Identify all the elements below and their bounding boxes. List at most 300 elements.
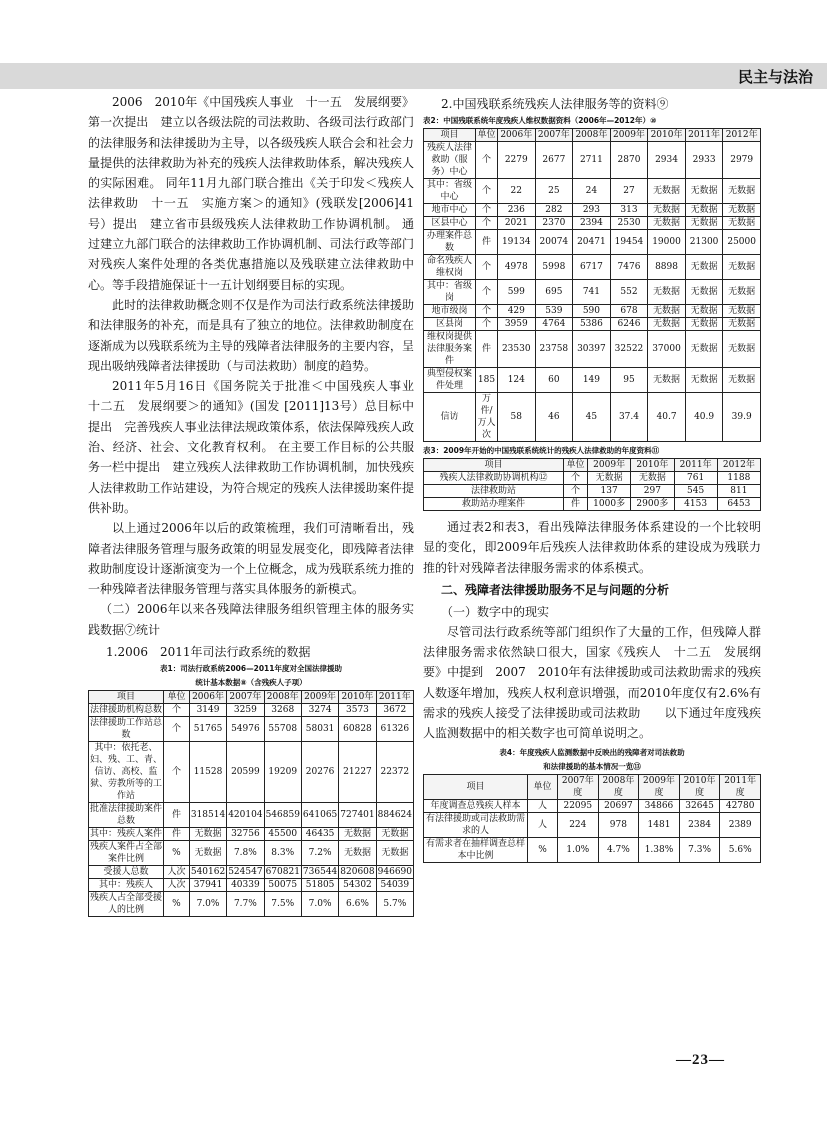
table-cell: 884624 [376, 803, 413, 828]
table-cell: 19000 [648, 230, 686, 255]
table-cell: 1.0% [558, 837, 599, 862]
table-cell: 4978 [498, 255, 536, 280]
table-cell: 无数据 [648, 368, 686, 393]
table-cell: 1.38% [639, 837, 680, 862]
column-header: 2010年度 [679, 774, 720, 799]
table-cell: 32645 [679, 799, 720, 812]
table-cell: 670821 [265, 867, 300, 878]
table-cell: 无数据 [685, 280, 723, 305]
column-header: 2011年 [376, 691, 413, 704]
table-cell: 无数据 [723, 217, 761, 230]
column-header: 2008年 [264, 691, 301, 704]
table-cell: 5.6% [720, 837, 761, 862]
table-cell: 24 [573, 179, 611, 204]
table-row [89, 704, 414, 717]
table-cell: 5.7% [376, 892, 413, 917]
table-cell: 3268 [264, 704, 301, 717]
table-cell: 137 [588, 485, 631, 498]
table-cell: 60828 [339, 717, 376, 742]
table-header-row [424, 129, 761, 142]
table-cell: 无数据 [723, 204, 761, 217]
table-cell: 6453 [717, 498, 760, 511]
table-cell: 32522 [610, 331, 648, 368]
table-cell: 20599 [227, 742, 264, 803]
table-cell: 7.0% [301, 892, 338, 917]
table-cell: 人 [528, 799, 558, 812]
table-cell: 件 [476, 331, 498, 368]
table-cell: 429 [498, 305, 536, 318]
table-cell: 641065 [301, 803, 338, 828]
table-cell: 55708 [264, 717, 301, 742]
table-cell: 无数据 [723, 179, 761, 204]
column-header: 2011年 [674, 459, 717, 472]
column-header: 单位 [164, 691, 190, 704]
table-caption: 表2：中国残联系统年度残疾人维权数据资料（2006年—2012年）⑩ [423, 116, 657, 125]
table-cell: 761 [674, 472, 717, 485]
table-cell: 40.7 [648, 393, 686, 442]
sub-heading: 1.2006 2011年司法行政系统的数据 [106, 645, 311, 660]
column-header: 2011年 [685, 129, 723, 142]
table-row [89, 803, 414, 828]
table-cell: 54039 [376, 879, 413, 892]
table-cell: 40339 [227, 879, 264, 892]
table-row [424, 318, 761, 331]
table-cell: 58 [498, 393, 536, 442]
table-cell: 37000 [648, 331, 686, 368]
table-row [424, 255, 761, 280]
table-cell: 695 [535, 280, 573, 305]
table-cell: 件 [164, 803, 190, 828]
table-cell: 6717 [573, 255, 611, 280]
table-row [424, 142, 761, 179]
table-cell: 1000多 [588, 498, 631, 511]
table-cell: 办理案件总数 [424, 230, 476, 255]
table-cell: 224 [558, 812, 599, 837]
table-cell: 2870 [610, 142, 648, 179]
table-cell: 无数据 [685, 318, 723, 331]
table-cell: 37941 [189, 879, 226, 892]
table-cell: 30397 [573, 331, 611, 368]
table-cell: 人次 [164, 866, 190, 879]
table-cell: 无数据 [189, 841, 226, 866]
table-monitoring [423, 774, 761, 863]
column-header: 2009年 [301, 691, 338, 704]
table-row [424, 799, 761, 812]
table-cell: 37.4 [610, 393, 648, 442]
table-row [424, 812, 761, 837]
table-cell: 个 [476, 305, 498, 318]
table-cell: 25000 [723, 230, 761, 255]
table-row [424, 179, 761, 204]
column-header: 2011年度 [720, 774, 761, 799]
table-cell: 6.6% [339, 892, 376, 917]
section-heading: 二、残障者法律援助服务不足与问题的分析 [441, 582, 670, 597]
table-row [89, 841, 414, 866]
table-row [424, 368, 761, 393]
table-cell: 7.7% [227, 892, 264, 917]
table-row [89, 717, 414, 742]
table-cell: 2933 [685, 142, 723, 179]
journal-section-title: 民主与法治 [737, 69, 813, 86]
table-cell: 无数据 [685, 255, 723, 280]
column-header: 单位 [528, 774, 558, 799]
column-header: 2010年 [648, 129, 686, 142]
table-cell: 个 [476, 179, 498, 204]
table-cell: 539 [535, 305, 573, 318]
table-cell: 599 [498, 280, 536, 305]
table-cell: 820608 [340, 867, 375, 878]
column-header: 项目 [424, 129, 476, 142]
table-cell: 4.7% [598, 837, 639, 862]
table-cell: 无数据 [339, 841, 376, 866]
table-cell: 149 [573, 368, 611, 393]
table-cell: 50075 [264, 879, 301, 892]
table-cell: 4764 [535, 318, 573, 331]
table-cell: 678 [610, 305, 648, 318]
table-cell: 727401 [339, 803, 376, 828]
table-row [424, 472, 761, 485]
table-cell: 救助站办理案件 [424, 498, 564, 511]
table-cell: 741 [573, 280, 611, 305]
table-cell: 残疾人法律救助协调机构⑫ [424, 472, 564, 485]
table-cell: 23758 [535, 331, 573, 368]
table-cell: 546859 [264, 803, 301, 828]
table-cell: 21300 [685, 230, 723, 255]
table-cell: 51765 [189, 717, 226, 742]
table-cell: 2530 [610, 217, 648, 230]
table-cell: 无数据 [631, 472, 674, 485]
table-cell: 个 [564, 472, 588, 485]
table-cell: 1481 [639, 812, 680, 837]
table-cell: 7.5% [264, 892, 301, 917]
column-header: 2008年度 [598, 774, 639, 799]
table-caption: 表1：司法行政系统2006—2011年度对全国法律援助 [160, 664, 342, 674]
table-cell: 无数据 [339, 828, 376, 841]
table-cell: 法律救助站 [424, 485, 564, 498]
table-cell: 件 [564, 498, 588, 511]
table-cell: 20697 [598, 799, 639, 812]
table-cell: 3573 [339, 704, 376, 717]
sub-heading: 2.中国残联系统残疾人法律服务等的资料⑨ [441, 97, 669, 111]
table-cell: 个 [164, 717, 190, 742]
table-cell: 受援人总数 [89, 866, 164, 879]
table-cell: 无数据 [376, 828, 413, 841]
header-bar [0, 63, 827, 89]
table-cell: 2900多 [631, 498, 674, 511]
table-cell: 40.9 [685, 393, 723, 442]
table-cell: % [164, 892, 190, 917]
table-cell: 297 [631, 485, 674, 498]
table-cell: 3959 [498, 318, 536, 331]
table-cell: 25 [535, 179, 573, 204]
right-column [423, 92, 761, 863]
table-cell: 无数据 [723, 305, 761, 318]
table-cell: 无数据 [685, 204, 723, 217]
left-column [88, 92, 427, 917]
column-header: 2006年 [189, 691, 226, 704]
table-header-row [89, 691, 414, 704]
table-cell: 无数据 [376, 841, 413, 866]
table-cell: 95 [610, 368, 648, 393]
table-cell: 45 [573, 393, 611, 442]
table-cell: 法律援助机构总数 [90, 705, 163, 716]
table-cell: 人次 [164, 879, 190, 892]
table-cell: 个 [564, 485, 588, 498]
column-header: 2009年 [588, 459, 631, 472]
table-cell: 件 [476, 230, 498, 255]
table-cell: 区县中心 [424, 217, 476, 230]
sub-heading: （一）数字中的现实 [441, 604, 550, 619]
table-row [424, 393, 761, 442]
table-cell: 其中：残疾人 [89, 879, 164, 892]
table-cell: 1188 [717, 472, 760, 485]
table-cell: 法律援助工作站总数 [90, 718, 163, 741]
table-cell: 其中：依托老、妇、残、工、青、信访、高校、监狱、劳教所等的工作站 [90, 743, 163, 802]
table-cell: 736544 [302, 867, 338, 878]
table-cell: 有需求者在抽样调查总样本中比例 [424, 837, 528, 862]
table-cell: 万件/万人次 [477, 394, 496, 440]
table-cell: 年度调查总残疾人样本 [424, 799, 528, 812]
paragraph: 此时的法律救助概念则不仅是作为司法行政系统法律援助和法律服务的补充，而是具有了独立的地位。法律救助制度在逐渐成为以残联系统为主导的残障者法律服务的主要内容，呈现出吸纳残障者法律援助（与司法救助）制度的趋势。 [88, 297, 414, 373]
table-cell: 命名残疾人维权岗 [424, 255, 476, 280]
table-cell: 无数据 [723, 368, 761, 393]
paragraph: 2011年5月16日《国务院关于批准＜中国残疾人事业 十二五 发展纲要＞的通知》(国发 [2011]13号）总目标中提出 完善残疾人事业法律法规政策体系，依法保障残疾人政治、经济、社会、文化教育权利。 在主要工作目标的公共服务一栏中提出 建立残疾人法律救助工作协调机制，加快残疾人法律救助工作站建设，为符合规定的残疾人法律援助案件提供补助。 [88, 379, 427, 515]
table-cell: 552 [610, 280, 648, 305]
table-cell: 6246 [610, 318, 648, 331]
table-header-row [424, 459, 761, 472]
table-cell: 个 [476, 142, 498, 179]
table-cell: 19209 [264, 742, 301, 803]
table-caption: 表3：2009年开始的中国残联系统统计的残疾人法律救助的年度资料⑪ [423, 446, 660, 455]
table-row [424, 305, 761, 318]
paragraph: 通过表2和表3，看出残障法律服务体系建设的一个比较明显的变化，即2009年后残疾人法律救助体系的建设成为残联力推的针对残障者法律服务需求的体系模式。 [423, 520, 761, 575]
table-legal-relief [423, 458, 761, 511]
table-cell: 51805 [301, 879, 338, 892]
table-cell: 978 [598, 812, 639, 837]
table-cell: 无数据 [685, 331, 723, 368]
table-cell: 无数据 [588, 472, 631, 485]
table-row [424, 204, 761, 217]
table-cell: 32756 [227, 828, 264, 841]
table-cell: 45500 [264, 828, 301, 841]
table-cell: 无数据 [189, 828, 226, 841]
table-cell: 545 [674, 485, 717, 498]
table-cell: 无数据 [648, 217, 686, 230]
table-cell: 3672 [376, 704, 413, 717]
table-cell: 60 [535, 368, 573, 393]
page-number: —23— [676, 1052, 725, 1068]
table-cell: 2711 [573, 142, 611, 179]
section-heading: （二）2006年以来各残障法律服务组织管理主体的服务实践数据⑦统计 [88, 602, 414, 637]
table-caption: 和法律援助的基本情况一览⑬ [543, 761, 641, 771]
table-cell: 23530 [498, 331, 536, 368]
table-cell: 残疾人占全部受援人的比例 [90, 893, 163, 916]
column-header: 2012年 [717, 459, 760, 472]
table-cell: 34866 [639, 799, 680, 812]
table-cell: 个 [476, 318, 498, 331]
table-cell: 3274 [301, 704, 338, 717]
table-cell: 236 [498, 204, 536, 217]
table-cell: 无数据 [723, 331, 761, 368]
table-cell: 残疾人法律救助（服务）中心 [424, 142, 476, 179]
table-cell: 8.3% [264, 841, 301, 866]
table-cell: 2979 [723, 142, 761, 179]
table-row [89, 742, 414, 803]
table-row [424, 217, 761, 230]
table-cell: 2021 [498, 217, 536, 230]
column-header: 项目 [424, 774, 528, 799]
table-cell: 185 [476, 368, 498, 393]
table-cell: 无数据 [685, 368, 723, 393]
table-cell: 7.0% [189, 892, 226, 917]
paragraph: 尽管司法行政系统等部门组织作了大量的工作，但残障人群法律服务需求依然缺口很大，国家《残疾人 十二五 发展纲要》中提到 2007 2010年有法律援助或司法救助需求的残疾人数逐年增加，残疾人权利意识增强，而2010年度仅有2.6%有需求的残疾人接受了法律援助或司法救助 以下通过年度残疾人监测数据中的相关数字也可简单说明之。 [423, 624, 761, 741]
table-cell: 21227 [339, 742, 376, 803]
table-cell: 7.8% [227, 841, 264, 866]
table-cell: 2677 [535, 142, 573, 179]
table-row [424, 331, 761, 368]
table-cell: 420104 [227, 803, 264, 828]
table-cell: 39.9 [723, 393, 761, 442]
table-cell: 590 [573, 305, 611, 318]
table-cell: 46435 [301, 828, 338, 841]
table-cell: 42780 [720, 799, 761, 812]
column-header: 2007年度 [558, 774, 599, 799]
table-legal-aid [88, 690, 414, 917]
table-cell: 524547 [228, 867, 263, 878]
table-cdpf-rights [423, 128, 761, 442]
table-row [89, 866, 414, 879]
table-cell: 维权岗提供法律服务案件 [424, 331, 476, 368]
table-cell: 个 [164, 742, 190, 803]
table-cell: 地市级岗 [424, 305, 476, 318]
table-cell: 540162 [190, 867, 226, 878]
table-cell: 2389 [720, 812, 761, 837]
table-cell: 地市中心 [424, 204, 476, 217]
table-cell: 信访 [424, 393, 476, 442]
table-cell: 7.3% [679, 837, 720, 862]
table-row [424, 485, 761, 498]
table-cell: 个 [476, 255, 498, 280]
table-cell: 19454 [610, 230, 648, 255]
table-cell: 3149 [189, 704, 226, 717]
table-cell: 无数据 [685, 179, 723, 204]
table-cell: 其中：省级岗 [424, 280, 476, 305]
table-cell: 811 [717, 485, 760, 498]
column-header: 单位 [477, 130, 496, 140]
column-header: 2010年 [631, 459, 674, 472]
table-cell: 其中：残疾人案件 [90, 829, 163, 840]
table-cell: 61326 [376, 717, 413, 742]
column-header: 项目 [89, 691, 164, 704]
table-cell: 20276 [301, 742, 338, 803]
table-cell: 无数据 [723, 280, 761, 305]
table-cell: 54302 [339, 879, 376, 892]
column-header: 项目 [424, 459, 564, 472]
table-cell: 11528 [189, 742, 226, 803]
table-cell: 3259 [227, 704, 264, 717]
table-cell: 58031 [301, 717, 338, 742]
column-header: 2012年 [723, 129, 761, 142]
table-cell: 无数据 [648, 305, 686, 318]
table-cell: 无数据 [648, 179, 686, 204]
table-row [89, 879, 414, 892]
table-cell: % [528, 837, 558, 862]
table-cell: 无数据 [723, 255, 761, 280]
table-cell: 946690 [377, 867, 412, 878]
table-cell: 54976 [227, 717, 264, 742]
table-cell: 46 [535, 393, 573, 442]
table-row [89, 828, 414, 841]
table-cell: 5998 [535, 255, 573, 280]
table-row [424, 280, 761, 305]
table-cell: 无数据 [685, 305, 723, 318]
table-row [424, 837, 761, 862]
table-cell: 无数据 [685, 217, 723, 230]
table-cell: 批准法律援助案件总数 [90, 804, 163, 827]
table-cell: 2370 [535, 217, 573, 230]
table-cell: 20471 [573, 230, 611, 255]
table-cell: 2279 [498, 142, 536, 179]
table-row [424, 498, 761, 511]
table-cell: 个 [476, 204, 498, 217]
column-header: 单位 [564, 459, 588, 472]
column-header: 2009年 [610, 129, 648, 142]
column-header: 2007年 [535, 129, 573, 142]
table-cell: 其中：省级中心 [424, 179, 476, 204]
table-cell: 无数据 [648, 280, 686, 305]
table-cell: 个 [164, 704, 190, 717]
table-cell: 22095 [558, 799, 599, 812]
table-cell: % [164, 841, 190, 866]
table-caption: 统计基本数据⑧（含残疾人子项） [195, 678, 307, 688]
table-cell: 残疾人案件占全部案件比例 [90, 842, 163, 865]
paragraph: 2006 2010年《中国残疾人事业 十一五 发展纲要》第一次提出 建立以各级法院的司法救助、各级司法行政部门的法律服务和法律援助为主导，以各级残疾人联合会和社会力量提供的法律救助为补充的残疾人法律救助体系，解决残疾人的实际困难。 同年11月九部门联合推出《关于印发＜残疾人法律救助 十一五 实施方案＞的通知》(残联发[2006]41号）提出 建立省市县级残疾人法律救助工作协调机制。 通过建立九部门联合的法律救助工作协调机制、司法行政等部门对残疾人案件处理的各类优惠措施以及残联建立法律救助中心。等手段措施保证十一五计划纲要目标的实现。 [88, 95, 414, 292]
table-cell: 2934 [648, 142, 686, 179]
column-header: 2006年 [498, 129, 536, 142]
table-cell: 20074 [535, 230, 573, 255]
table-cell: 个 [476, 217, 498, 230]
table-cell: 4153 [674, 498, 717, 511]
table-cell: 件 [164, 828, 190, 841]
table-cell: 19134 [498, 230, 536, 255]
table-header-row [424, 774, 761, 799]
table-cell: 区县岗 [424, 318, 476, 331]
table-cell: 293 [573, 204, 611, 217]
table-caption: 表4：年度残疾人监测数据中反映出的残障者对司法救助 [499, 747, 685, 757]
table-cell: 典型侵权案件处理 [424, 368, 476, 393]
table-cell: 人 [528, 812, 558, 837]
table-cell: 无数据 [648, 204, 686, 217]
table-cell: 318514 [189, 803, 226, 828]
table-cell: 无数据 [648, 318, 686, 331]
table-cell: 124 [498, 368, 536, 393]
column-header: 2010年 [339, 691, 376, 704]
table-row [89, 892, 414, 917]
column-header: 2007年 [227, 691, 264, 704]
paragraph: 以上通过2006年以后的政策梳理，我们可清晰看出，残障者法律服务管理与服务政策的明显发展变化，即残障者法律救助制度设计逐渐演变为一个上位概念，成为残联系统力推的一种残障者法律服务管理与落实具体服务的新模式。 [88, 521, 414, 597]
table-cell: 22 [498, 179, 536, 204]
table-cell: 8898 [648, 255, 686, 280]
table-cell: 7476 [610, 255, 648, 280]
table-cell: 无数据 [723, 318, 761, 331]
table-cell: 22372 [376, 742, 413, 803]
table-cell: 282 [535, 204, 573, 217]
column-header: 2009年度 [639, 774, 680, 799]
table-cell: 个 [476, 280, 498, 305]
table-cell: 2384 [679, 812, 720, 837]
table-cell: 有法律援助或司法救助需求的人 [424, 812, 528, 837]
column-header: 2008年 [573, 129, 611, 142]
